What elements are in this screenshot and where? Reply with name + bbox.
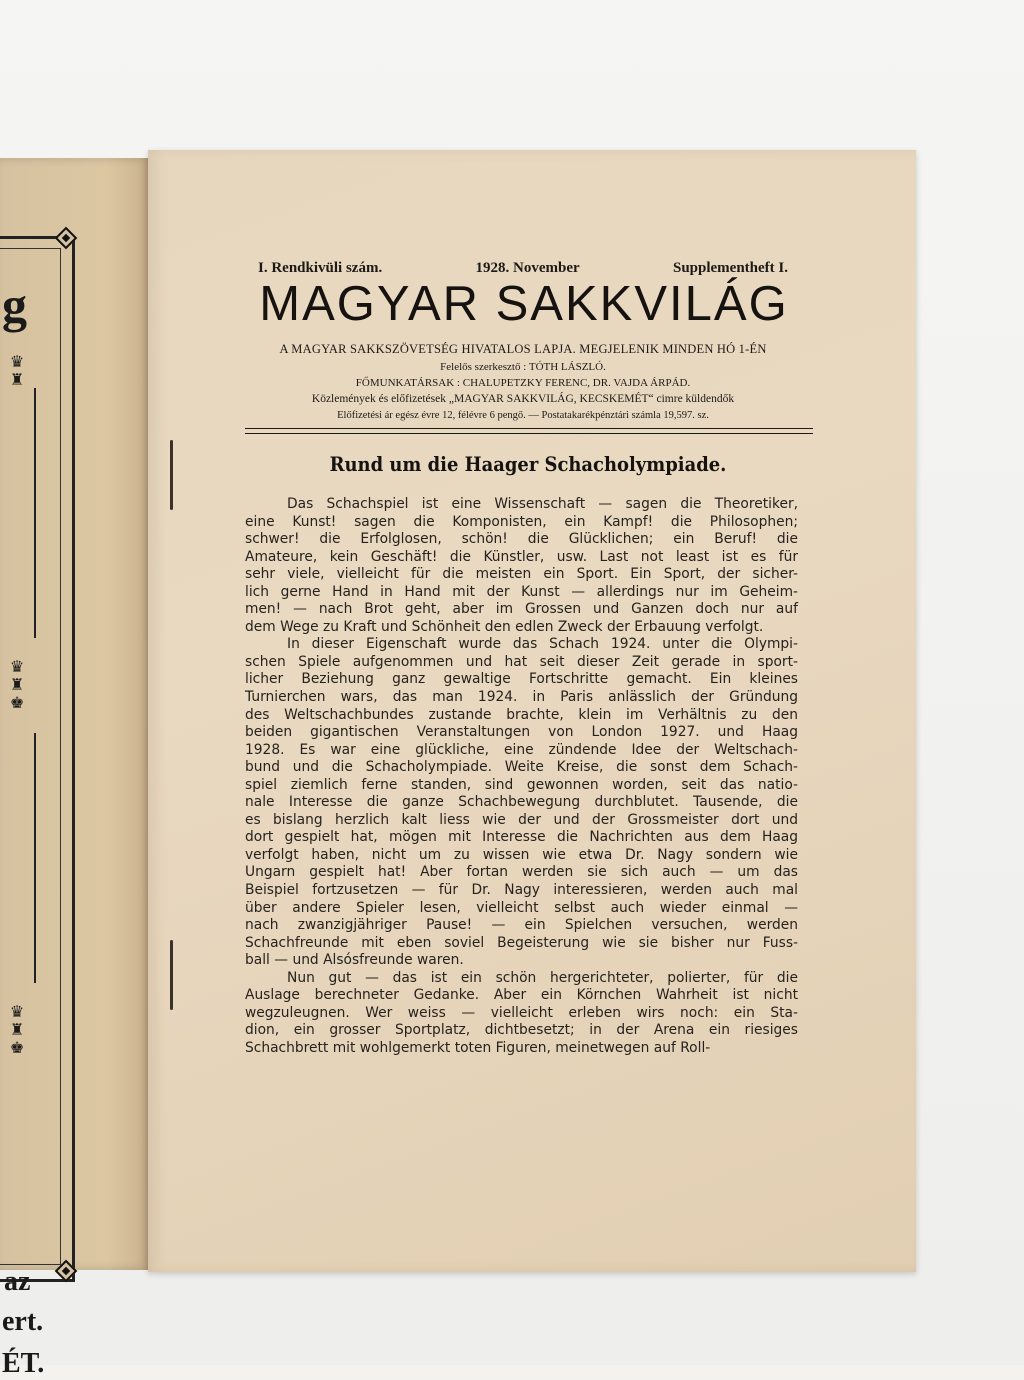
crown-rook-ornament-icon: ♛ ♜ ♚ [9,1002,25,1057]
article-line: Das Schachspiel ist eine Wissenschaft — sagen die Theoretiker, [287,496,798,512]
supplement-label: Supplementheft I. [672,260,788,276]
cover-text-fragment: az [4,1266,31,1297]
article-line: Schachfreunde mit eben soviel Begeisterung wie sie bisher nur Fuss- [245,934,798,951]
article-line: wegzuleugnen. Wer weiss — vielleicht erleben wirs noch: ein Sta- [245,1004,798,1021]
article-line: Amateure, kein Geschäft! die Künstler, usw. Last not least ist es für [245,548,798,565]
cover-inner-frame [0,248,61,1265]
issue-number: I. Rendkivüli szám. [258,260,383,276]
article-line: spiel ziemlich ferne standen, sind gewonnen worden, seit das natio- [245,776,798,793]
article-line: verfolgt haben, nicht um zu wissen wie etwa Dr. Nagy sondern wie [245,846,798,863]
article-line: 1928. Es war eine glückliche, eine zündende Idee der Weltschach- [245,741,798,758]
article-line: Ungarn gespielt hat! Aber fortan werden sie sich auch — um das [245,864,798,881]
article-line: dem Wege zu Kraft und Schönheit den edlen Zweck der Erbauung verfolgt. [245,618,764,635]
article-line: sehr viele, vielleicht für die meisten ein Sport. Ein Sport, der sicher- [245,566,798,583]
article-line: des Weltschachbundes zustande brachte, klein im Verhältnis zu den [245,706,798,723]
article-line: nach zwanzigjähriger Pause! — ein Spielchen versuchen, werden [245,917,798,934]
article-line: In dieser Eigenschaft wurde das Schach 1924. unter die Olympi- [287,636,798,653]
article-line: licher Beziehung ganz gewaltige Fortschritte gemacht. Ein kleines [245,671,798,688]
subscription-line: Előfizetési ár egész évre 12, félévre 6 pengő. — Postatakarékpénztári számla 19,597. sz. [337,410,709,421]
staple-mark [170,440,173,510]
masthead-subtitle: A MAGYAR SAKKSZÖVETSÉG HIVATALOS LAPJA. MEGJELENIK MINDEN HÓ 1-ÉN [279,342,767,356]
article-line: ball — und Alsósfreunde waren. [245,952,464,969]
article-line: men! — nach Brot geht, aber im Grossen und Ganzen doch nur auf [245,601,798,618]
article-line: schen Spiele aufgenommen und hat seit dieser Zeit gerade in sport- [245,653,798,670]
editor-line: Felelős szerkesztő : TÓTH LÁSZLÓ. [440,361,606,373]
cover-column-rule [34,388,36,638]
cover-column-rule [34,733,36,983]
article-line: nale Interesse die ganze Schachbewegung durchblutet. Tausende, die [245,794,798,811]
article-line: schwer! die Erfolglosen, schön! die Glücklichen; ein Beruf! die [245,531,798,548]
issue-meta-row [258,260,788,277]
article-line: dort gespielt hat, mögen mit Interesse die Nachrichten aus dem Haag [245,829,798,846]
cover-text-fragment: ÉT. [2,1348,45,1379]
crown-rook-ornament-icon: ♛ ♜ ♚ [9,657,25,712]
article-line: beiden gigantischen Veranstaltungen von London 1927. und Haag [245,724,798,741]
staple-mark [170,940,173,1010]
article-line: über andere Spieler lesen, vielleicht selbst auch wieder einmal — [245,899,798,916]
cover-title-fragment: g [2,277,27,333]
article-line: Turnierchen wars, das man 1924. in Paris anlässlich der Gründung [245,689,798,706]
article-body [245,496,798,1058]
document-page [148,150,916,1272]
previous-page [0,158,152,1379]
article-line: eine Kunst! sagen die Komponisten, ein Kampf! die Philosophen; [245,513,798,530]
masthead-title: MAGYAR SAKKVILÁG [259,277,789,331]
article-line: dion, ein grosser Sportplatz, dichtbesetzt; in der Arena ein riesiges [245,1022,798,1039]
contributors-line: FŐMUNKATÁRSAK : CHALUPETZKY FERENC, DR. VAJDA ÁRPÁD. [355,377,691,389]
article-title: Rund um die Haager Schacholympiade. [329,453,727,476]
masthead-double-rule [245,428,813,434]
address-line: Közlemények és előfizetések „MAGYAR SAKKVILÁG, KECSKEMÉT“ cimre küldendők [311,393,735,405]
issue-date: 1928. November [475,260,580,276]
crown-rook-ornament-icon: ♛ ♜ [9,352,25,389]
article-line: bund und die Schacholympiade. Weite Kreise, die sonst dem Schach- [245,759,798,776]
article-line: Nun gut — das ist ein schön hergerichteter, polierter, für die [287,969,798,986]
article-line: Schachbrett mit wohlgemerkt toten Figuren, meinetwegen auf Roll- [245,1039,711,1056]
article-line: Auslage berechneter Gedanke. Aber ein Körnchen Wahrheit ist nicht [245,987,798,1004]
cover-text-fragment: ert. [2,1306,44,1337]
article-line: lich gerne Hand in Hand mit der Kunst — allerdings nur im Geheim- [245,583,798,600]
article-line: es bislang herzlich kalt liess wie der und der Grossmeister dort und [245,811,798,828]
article-line: Beispiel fortzusetzen — für Dr. Nagy interessieren, werden auch mal [245,882,798,899]
